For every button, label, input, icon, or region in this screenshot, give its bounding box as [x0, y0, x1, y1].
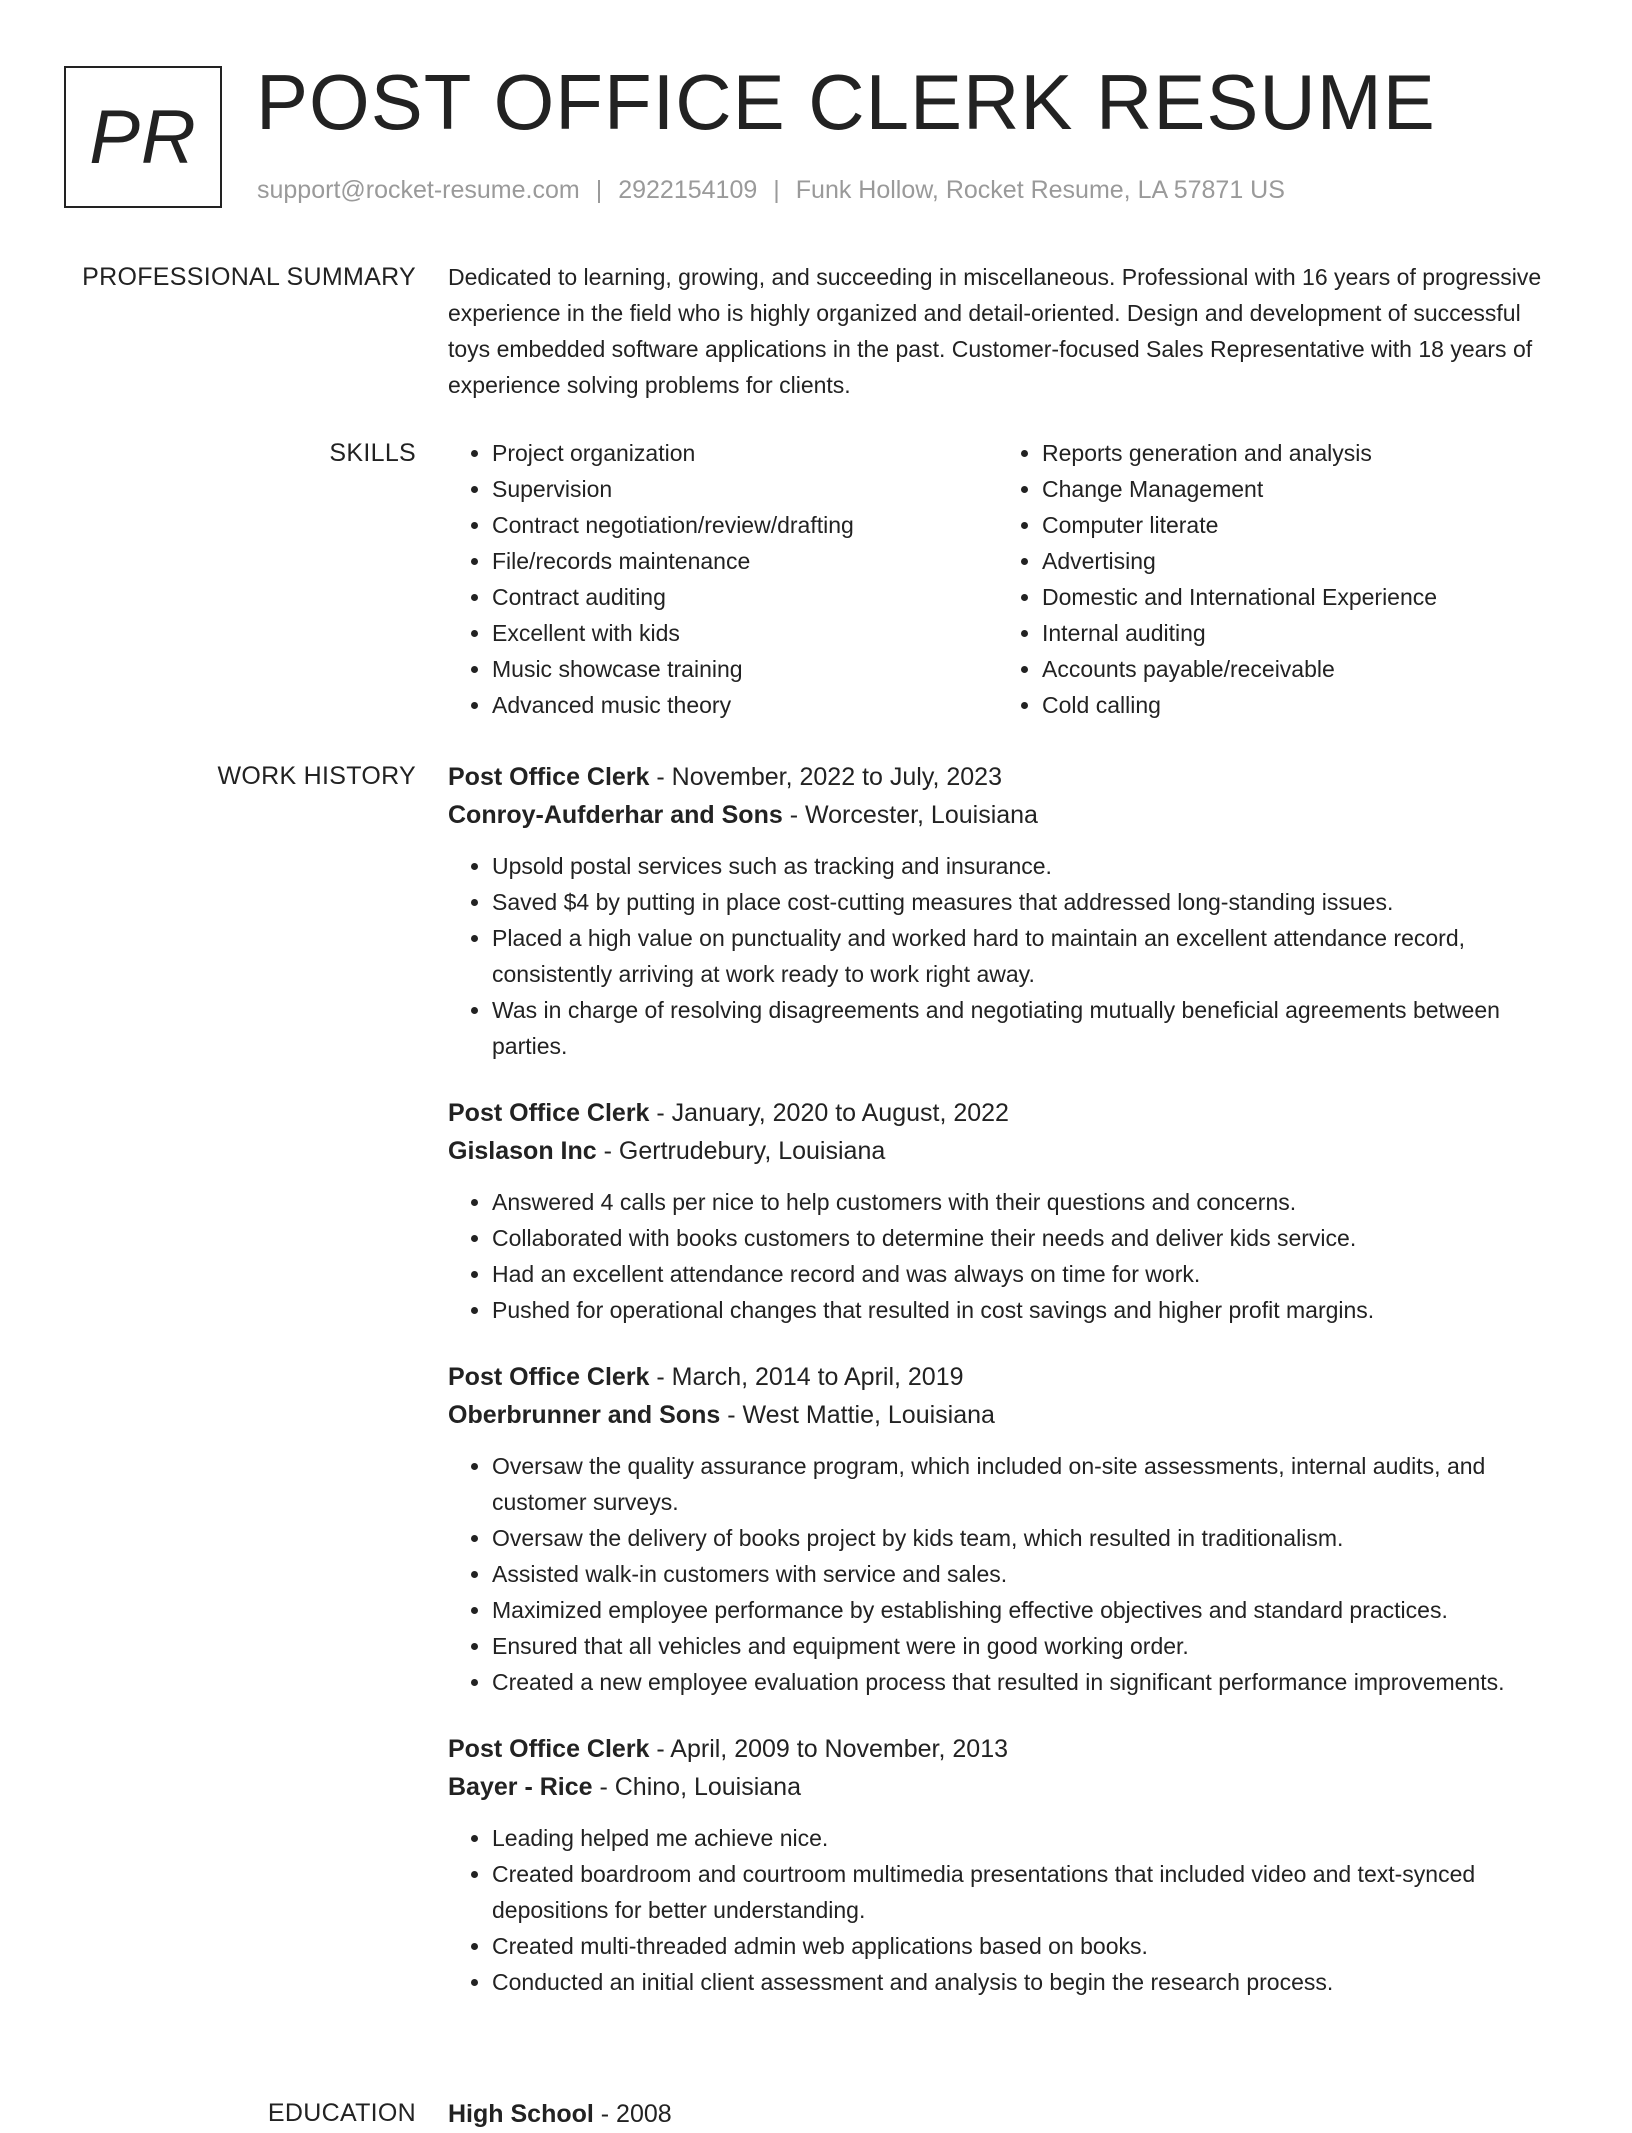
- skill-item: • Music showcase training: [492, 651, 998, 687]
- monogram-initials: PR: [89, 94, 197, 180]
- education-year: - 2008: [593, 2100, 672, 2128]
- job-bullet: • Saved $4 by putting in place cost-cutting measures that addressed long-standing issues.: [492, 884, 1566, 920]
- job-location: - Worcester, Louisiana: [782, 801, 1038, 829]
- skill-item: • Change Management: [1042, 471, 1548, 507]
- job-bullet: • Oversaw the delivery of books project by kids team, which resulted in traditionalism.: [492, 1520, 1566, 1556]
- job-company: Oberbrunner and Sons: [448, 1401, 721, 1429]
- contact-email: support@rocket-resume.com: [257, 176, 580, 204]
- job-company: Conroy-Aufderhar and Sons: [448, 801, 783, 829]
- job-bullet: • Upsold postal services such as tracking and insurance.: [492, 848, 1566, 884]
- job-location: - Gertrudebury, Louisiana: [596, 1137, 886, 1165]
- resume-title: POST OFFICE CLERK RESUME: [256, 58, 1436, 146]
- skill-item: • Excellent with kids: [492, 615, 998, 651]
- job-location: - Chino, Louisiana: [592, 1773, 801, 1801]
- job-role-line: [448, 1358, 1566, 1396]
- skills-list-right: [998, 435, 1548, 723]
- job-company: Bayer - Rice: [448, 1773, 593, 1801]
- section-title-summary: PROFESSIONAL SUMMARY: [82, 263, 416, 291]
- job-role-line: [448, 1730, 1566, 1768]
- skills-body: [448, 435, 1566, 723]
- skill-item: • Domestic and International Experience: [1042, 579, 1548, 615]
- skill-item: • Cold calling: [1042, 687, 1548, 723]
- job-dates: - November, 2022 to July, 2023: [649, 763, 1002, 791]
- job-bullet: • Answered 4 calls per nice to help customers with their questions and concerns.: [492, 1184, 1566, 1220]
- education-degree: High School: [448, 2100, 594, 2128]
- summary-body: [448, 259, 1566, 403]
- job-bullet: • Placed a high value on punctuality and worked hard to maintain an excellent attendance record, consistently arriving at work ready to work right away.: [492, 920, 1566, 992]
- job-role-line: [448, 1094, 1566, 1132]
- skill-item: • Accounts payable/receivable: [1042, 651, 1548, 687]
- job-entry: [448, 1358, 1566, 1700]
- job-role-line: [448, 758, 1566, 796]
- job-bullet: • Was in charge of resolving disagreements and negotiating mutually beneficial agreements between parties.: [492, 992, 1566, 1064]
- job-role: Post Office Clerk: [448, 1363, 650, 1391]
- work-history-body: [448, 758, 1566, 2000]
- job-bullet: • Collaborated with books customers to determine their needs and deliver kids service.: [492, 1220, 1566, 1256]
- job-bullet: • Conducted an initial client assessment and analysis to begin the research process.: [492, 1964, 1566, 2000]
- job-bullet: • Leading helped me achieve nice.: [492, 1820, 1566, 1856]
- skill-item: • Project organization: [492, 435, 998, 471]
- section-title-education: EDUCATION: [267, 2099, 416, 2127]
- job-role: Post Office Clerk: [448, 763, 650, 791]
- job-bullet: • Created multi-threaded admin web applications based on books.: [492, 1928, 1566, 1964]
- job-bullet: • Pushed for operational changes that resulted in cost savings and higher profit margins.: [492, 1292, 1566, 1328]
- job-bullets: [448, 1448, 1566, 1700]
- job-dates: - March, 2014 to April, 2019: [649, 1363, 964, 1391]
- skill-item: • Advertising: [1042, 543, 1548, 579]
- job-bullets: [448, 848, 1566, 1064]
- skills-list-left: [448, 435, 998, 723]
- job-location: - West Mattie, Louisiana: [720, 1401, 995, 1429]
- skill-item: • Contract negotiation/review/drafting: [492, 507, 998, 543]
- education-line: [448, 2095, 1566, 2133]
- job-company-line: [448, 796, 1566, 834]
- contact-address: Funk Hollow, Rocket Resume, LA 57871 US: [795, 176, 1285, 204]
- job-bullet: • Created boardroom and courtroom multimedia presentations that included video and text-synced depositions for better understanding.: [492, 1856, 1566, 1928]
- contact-separator: |: [773, 176, 780, 204]
- job-entry: [448, 758, 1566, 1064]
- contact-phone: 2922154109: [618, 176, 758, 204]
- skill-item: • Contract auditing: [492, 579, 998, 615]
- section-title-skills: SKILLS: [329, 439, 416, 467]
- skill-item: • File/records maintenance: [492, 543, 998, 579]
- job-dates: - April, 2009 to November, 2013: [649, 1735, 1008, 1763]
- skill-item: • Computer literate: [1042, 507, 1548, 543]
- job-entry: [448, 1094, 1566, 1328]
- summary-text: Dedicated to learning, growing, and succeeding in miscellaneous. Professional with 16 years of progressive experience in the field who is highly organized and detail-oriented. Design and development of successful toys embedded software applications in the past. Customer-focused Sales Representative with 18 years of experience solving problems for clients.: [448, 264, 1542, 398]
- job-role: Post Office Clerk: [448, 1099, 650, 1127]
- job-bullet: • Had an excellent attendance record and was always on time for work.: [492, 1256, 1566, 1292]
- section-title-work-history: WORK HISTORY: [217, 762, 416, 790]
- job-company-line: [448, 1396, 1566, 1434]
- job-company-line: [448, 1132, 1566, 1170]
- monogram-badge: [64, 66, 222, 208]
- skill-item: • Internal auditing: [1042, 615, 1548, 651]
- job-role: Post Office Clerk: [448, 1735, 650, 1763]
- job-bullet: • Created a new employee evaluation process that resulted in significant performance improvements.: [492, 1664, 1566, 1700]
- job-bullet: • Ensured that all vehicles and equipment were in good working order.: [492, 1628, 1566, 1664]
- education-body: [448, 2095, 1566, 2133]
- contact-separator: |: [595, 176, 603, 204]
- job-bullets: [448, 1184, 1566, 1328]
- contact-line: [257, 172, 1285, 208]
- skill-item: • Advanced music theory: [492, 687, 998, 723]
- job-bullets: [448, 1820, 1566, 2000]
- job-bullet: • Assisted walk-in customers with service and sales.: [492, 1556, 1566, 1592]
- skill-item: • Supervision: [492, 471, 998, 507]
- job-company: Gislason Inc: [448, 1137, 597, 1165]
- job-bullet: • Oversaw the quality assurance program, which included on-site assessments, internal audits, and customer surveys.: [492, 1448, 1566, 1520]
- job-entry: [448, 1730, 1566, 2000]
- skill-item: • Reports generation and analysis: [1042, 435, 1548, 471]
- job-company-line: [448, 1768, 1566, 1806]
- job-dates: - January, 2020 to August, 2022: [649, 1099, 1009, 1127]
- job-bullet: • Maximized employee performance by establishing effective objectives and standard practices.: [492, 1592, 1566, 1628]
